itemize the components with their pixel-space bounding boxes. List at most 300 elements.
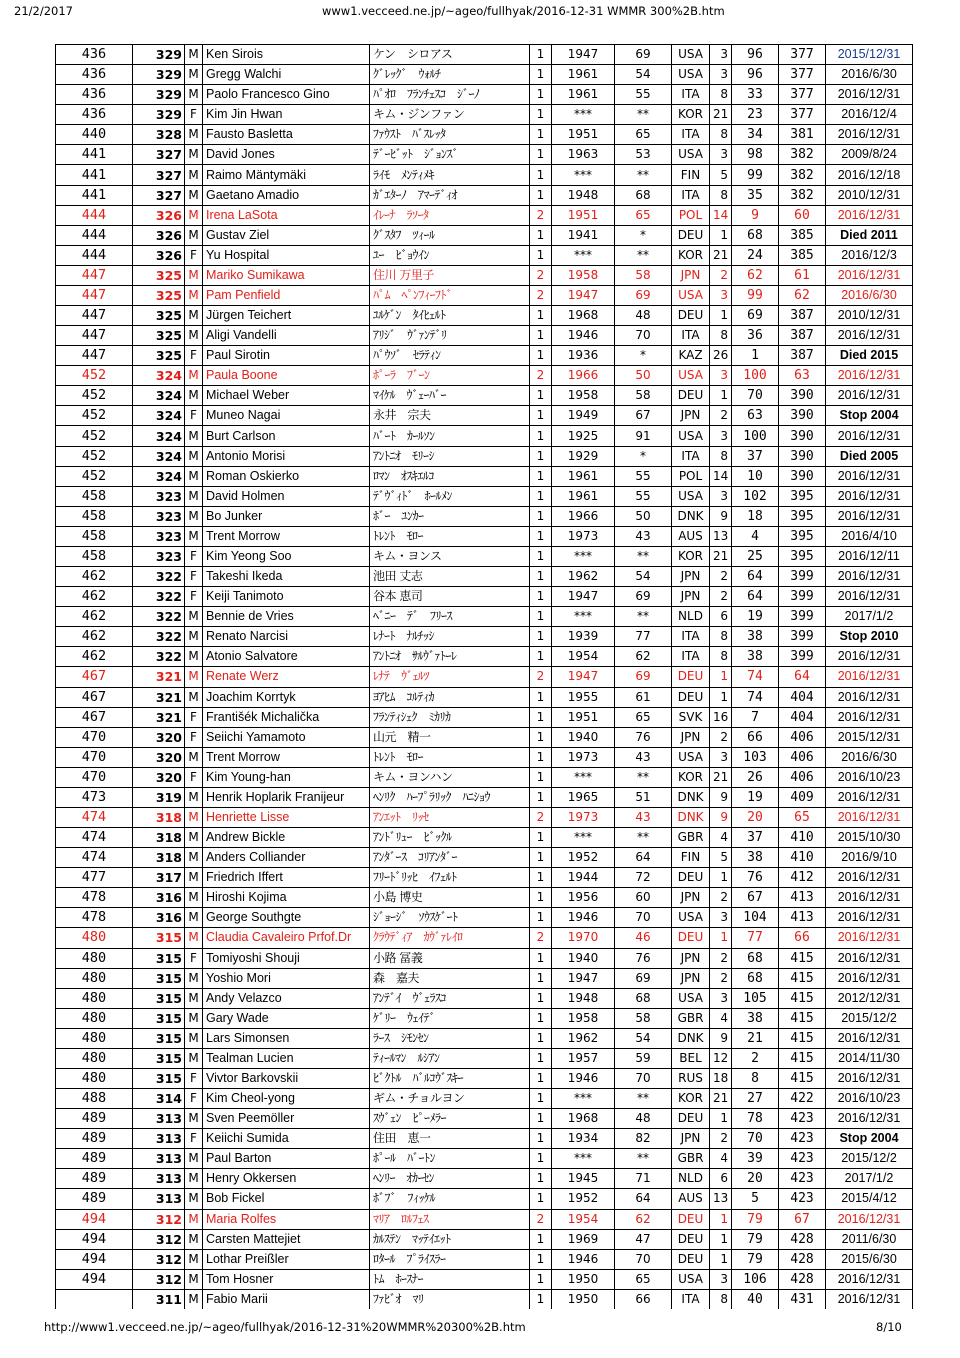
age-cell: 58 <box>615 1008 672 1028</box>
rank-cell: 458 <box>56 486 133 506</box>
rank-cell: 447 <box>56 285 133 305</box>
gender-rank-cell: 406 <box>779 767 826 787</box>
age-cell: 59 <box>615 1048 672 1068</box>
age-cell: 55 <box>615 85 672 105</box>
name-cell: Trent Morrow <box>203 526 370 546</box>
country-cell: DEU <box>672 1249 710 1269</box>
entry-count-cell: 1 <box>530 727 552 747</box>
country-number-cell: 18 <box>710 1068 732 1088</box>
count-cell: 324 <box>133 386 185 406</box>
country-cell: ITA <box>672 627 710 647</box>
count-cell: 323 <box>133 526 185 546</box>
rank-cell: 458 <box>56 546 133 566</box>
date-cell: 2016/12/31 <box>826 687 913 707</box>
sex-cell: M <box>185 486 203 506</box>
katakana-name-cell: ﾌｧﾋﾞｵ ﾏﾘ <box>370 1289 530 1309</box>
sex-cell: M <box>185 807 203 827</box>
country-rank-cell: 38 <box>732 647 779 667</box>
birth-year-cell: 1946 <box>552 326 615 346</box>
count-cell: 315 <box>133 1028 185 1048</box>
country-number-cell: 3 <box>710 45 732 65</box>
katakana-name-cell: キム・ジンファン <box>370 105 530 125</box>
country-number-cell: 4 <box>710 1149 732 1169</box>
sex-cell: M <box>185 848 203 868</box>
date-cell: 2016/12/31 <box>826 326 913 346</box>
country-cell: USA <box>672 285 710 305</box>
age-cell: 62 <box>615 1209 672 1229</box>
rank-cell: 436 <box>56 85 133 105</box>
country-rank-cell: 63 <box>732 406 779 426</box>
country-cell: USA <box>672 45 710 65</box>
sex-cell: F <box>185 1129 203 1149</box>
country-cell: KAZ <box>672 346 710 366</box>
sex-cell: M <box>185 747 203 767</box>
birth-year-cell: 1929 <box>552 446 615 466</box>
birth-year-cell: 1950 <box>552 1269 615 1289</box>
rank-cell: 474 <box>56 848 133 868</box>
sex-cell: F <box>185 245 203 265</box>
katakana-name-cell: ﾊﾟﾑ ﾍﾟﾝﾌｨｰﾌﾄﾞ <box>370 285 530 305</box>
date-cell: 2015/10/30 <box>826 828 913 848</box>
count-cell: 323 <box>133 486 185 506</box>
name-cell: Keiji Tanimoto <box>203 587 370 607</box>
name-cell: Vivtor Barkovskii <box>203 1068 370 1088</box>
country-number-cell: 1 <box>710 667 732 687</box>
rank-cell: 478 <box>56 908 133 928</box>
sex-cell: M <box>185 426 203 446</box>
entry-count-cell: 1 <box>530 587 552 607</box>
table-row <box>56 1229 913 1249</box>
count-cell: 315 <box>133 948 185 968</box>
date-cell: 2016/12/31 <box>826 1209 913 1229</box>
entry-count-cell: 1 <box>530 546 552 566</box>
entry-count-cell: 1 <box>530 466 552 486</box>
entry-count-cell: 1 <box>530 225 552 245</box>
sex-cell: F <box>185 1068 203 1088</box>
country-number-cell: 2 <box>710 265 732 285</box>
name-cell: Maria Rolfes <box>203 1209 370 1229</box>
country-cell: ITA <box>672 326 710 346</box>
country-number-cell: 3 <box>710 426 732 446</box>
date-cell: 2016/12/31 <box>826 567 913 587</box>
count-cell: 320 <box>133 747 185 767</box>
entry-count-cell: 1 <box>530 707 552 727</box>
country-number-cell: 8 <box>710 1289 732 1309</box>
table-row <box>56 446 913 466</box>
table-row <box>56 386 913 406</box>
date-cell: Died 2005 <box>826 446 913 466</box>
country-rank-cell: 38 <box>732 848 779 868</box>
rank-cell: 488 <box>56 1089 133 1109</box>
birth-year-cell: *** <box>552 767 615 787</box>
sex-cell: M <box>185 1189 203 1209</box>
sex-cell: F <box>185 105 203 125</box>
birth-year-cell: 1966 <box>552 366 615 386</box>
gender-rank-cell: 410 <box>779 848 826 868</box>
katakana-name-cell: ﾏｲｹﾙ ｳﾞｪｰﾊﾞｰ <box>370 386 530 406</box>
country-rank-cell: 20 <box>732 807 779 827</box>
country-rank-cell: 25 <box>732 546 779 566</box>
age-cell: ** <box>615 1149 672 1169</box>
country-cell: USA <box>672 747 710 767</box>
katakana-name-cell: ｽｳﾞｪﾝ ﾋﾟｰﾒﾗｰ <box>370 1109 530 1129</box>
print-date: 21/2/2017 <box>14 4 73 18</box>
date-cell: 2015/4/12 <box>826 1189 913 1209</box>
katakana-name-cell: ｱﾝｴｯﾄ ﾘｯｾ <box>370 807 530 827</box>
katakana-name-cell: ﾛﾀｰﾙ ﾌﾟﾗｲｽﾗｰ <box>370 1249 530 1269</box>
country-rank-cell: 5 <box>732 1189 779 1209</box>
count-cell: 321 <box>133 707 185 727</box>
sex-cell: M <box>185 326 203 346</box>
birth-year-cell: 1958 <box>552 386 615 406</box>
name-cell: Antonio Morisi <box>203 446 370 466</box>
rank-cell: 480 <box>56 1028 133 1048</box>
sex-cell: M <box>185 265 203 285</box>
sex-cell: F <box>185 346 203 366</box>
gender-rank-cell: 399 <box>779 587 826 607</box>
count-cell: 318 <box>133 828 185 848</box>
birth-year-cell: 1948 <box>552 185 615 205</box>
gender-rank-cell: 415 <box>779 1008 826 1028</box>
sex-cell: M <box>185 988 203 1008</box>
katakana-name-cell: ﾊﾞｰﾄ ｶｰﾙｿﾝ <box>370 426 530 446</box>
entry-count-cell: 2 <box>530 205 552 225</box>
count-cell: 329 <box>133 85 185 105</box>
date-cell: 2016/12/31 <box>826 667 913 687</box>
rank-cell: 494 <box>56 1269 133 1289</box>
age-cell: 50 <box>615 506 672 526</box>
country-rank-cell: 38 <box>732 1008 779 1028</box>
country-cell: SVK <box>672 707 710 727</box>
gender-rank-cell: 409 <box>779 787 826 807</box>
sex-cell: M <box>185 45 203 65</box>
date-cell: 2016/12/31 <box>826 707 913 727</box>
count-cell: 322 <box>133 607 185 627</box>
table-row <box>56 506 913 526</box>
sex-cell: M <box>185 928 203 948</box>
birth-year-cell: 1947 <box>552 285 615 305</box>
gender-rank-cell: 67 <box>779 1209 826 1229</box>
date-cell: 2015/6/30 <box>826 1249 913 1269</box>
date-cell: 2016/12/31 <box>826 265 913 285</box>
country-cell: AUS <box>672 526 710 546</box>
age-cell: ** <box>615 245 672 265</box>
country-cell: DNK <box>672 506 710 526</box>
name-cell: Trent Morrow <box>203 747 370 767</box>
gender-rank-cell: 410 <box>779 828 826 848</box>
gender-rank-cell: 382 <box>779 185 826 205</box>
age-cell: 70 <box>615 908 672 928</box>
name-cell: Claudia Cavaleiro Prfof.Dr <box>203 928 370 948</box>
name-cell: Gaetano Amadio <box>203 185 370 205</box>
gender-rank-cell: 431 <box>779 1289 826 1309</box>
gender-rank-cell: 381 <box>779 125 826 145</box>
country-number-cell: 8 <box>710 627 732 647</box>
country-rank-cell: 2 <box>732 1048 779 1068</box>
birth-year-cell: 1952 <box>552 1189 615 1209</box>
country-rank-cell: 74 <box>732 687 779 707</box>
rank-cell: 436 <box>56 105 133 125</box>
country-rank-cell: 27 <box>732 1089 779 1109</box>
katakana-name-cell: ﾖｱﾋﾑ ｺﾙﾃｨｶ <box>370 687 530 707</box>
sex-cell: M <box>185 1169 203 1189</box>
country-number-cell: 3 <box>710 747 732 767</box>
gender-rank-cell: 399 <box>779 647 826 667</box>
sex-cell: M <box>185 1289 203 1309</box>
birth-year-cell: 1951 <box>552 205 615 225</box>
country-cell: AUS <box>672 1189 710 1209</box>
gender-rank-cell: 415 <box>779 1068 826 1088</box>
table-row <box>56 546 913 566</box>
date-cell: 2016/12/31 <box>826 647 913 667</box>
rank-cell: 477 <box>56 868 133 888</box>
gender-rank-cell: 399 <box>779 607 826 627</box>
table-row <box>56 1249 913 1269</box>
country-cell: ITA <box>672 85 710 105</box>
table-row <box>56 948 913 968</box>
country-rank-cell: 20 <box>732 1169 779 1189</box>
country-rank-cell: 66 <box>732 727 779 747</box>
name-cell: Hiroshi Kojima <box>203 888 370 908</box>
sex-cell: M <box>185 386 203 406</box>
rank-cell: 470 <box>56 767 133 787</box>
country-rank-cell: 99 <box>732 165 779 185</box>
name-cell: Františék Michalička <box>203 707 370 727</box>
entry-count-cell: 1 <box>530 1008 552 1028</box>
country-number-cell: 9 <box>710 506 732 526</box>
name-cell: Muneo Nagai <box>203 406 370 426</box>
katakana-name-cell: 森 嘉夫 <box>370 968 530 988</box>
country-rank-cell: 19 <box>732 787 779 807</box>
name-cell: Seiichi Yamamoto <box>203 727 370 747</box>
entry-count-cell: 1 <box>530 607 552 627</box>
name-cell: Henriette Lisse <box>203 807 370 827</box>
sex-cell: M <box>185 607 203 627</box>
gender-rank-cell: 423 <box>779 1189 826 1209</box>
rank-cell: 489 <box>56 1169 133 1189</box>
age-cell: 65 <box>615 707 672 727</box>
country-rank-cell: 19 <box>732 607 779 627</box>
country-rank-cell: 104 <box>732 908 779 928</box>
table-row <box>56 526 913 546</box>
country-number-cell: 4 <box>710 1008 732 1028</box>
gender-rank-cell: 390 <box>779 426 826 446</box>
entry-count-cell: 1 <box>530 85 552 105</box>
katakana-name-cell: ﾏﾘｱ ﾛﾙﾌｪｽ <box>370 1209 530 1229</box>
country-number-cell: 8 <box>710 446 732 466</box>
age-cell: 69 <box>615 968 672 988</box>
katakana-name-cell: ｲﾚｰﾅ ﾗｿｰﾀ <box>370 205 530 225</box>
katakana-name-cell: ﾃﾞｰﾋﾞｯﾄ ｼﾞｮﾝｽﾞ <box>370 145 530 165</box>
entry-count-cell: 1 <box>530 306 552 326</box>
country-cell: USA <box>672 366 710 386</box>
age-cell: 67 <box>615 406 672 426</box>
date-cell: 2016/12/31 <box>826 366 913 386</box>
entry-count-cell: 1 <box>530 386 552 406</box>
sex-cell: F <box>185 406 203 426</box>
katakana-name-cell: ｹﾞﾘｰ ｳｪｲﾃﾞ <box>370 1008 530 1028</box>
country-number-cell: 3 <box>710 65 732 85</box>
katakana-name-cell: ﾌﾘｰﾄﾞﾘｯﾋ ｲﾌｪﾙﾄ <box>370 868 530 888</box>
gender-rank-cell: 415 <box>779 1028 826 1048</box>
katakana-name-cell: ｸﾞｽﾀﾌ ﾂｨｰﾙ <box>370 225 530 245</box>
country-cell: FIN <box>672 165 710 185</box>
country-cell: JPN <box>672 406 710 426</box>
country-number-cell: 1 <box>710 306 732 326</box>
country-rank-cell: 9 <box>732 205 779 225</box>
rank-cell: 474 <box>56 807 133 827</box>
entry-count-cell: 1 <box>530 747 552 767</box>
birth-year-cell: 1973 <box>552 807 615 827</box>
table-row <box>56 1189 913 1209</box>
rank-cell: 440 <box>56 125 133 145</box>
name-cell: Takeshi Ikeda <box>203 567 370 587</box>
age-cell: 48 <box>615 1109 672 1129</box>
date-cell: 2016/12/31 <box>826 386 913 406</box>
date-cell: 2016/12/31 <box>826 807 913 827</box>
birth-year-cell: 1965 <box>552 787 615 807</box>
rank-cell: 441 <box>56 145 133 165</box>
count-cell: 324 <box>133 446 185 466</box>
table-row <box>56 1068 913 1088</box>
country-cell: DEU <box>672 667 710 687</box>
name-cell: Michael Weber <box>203 386 370 406</box>
age-cell: ** <box>615 607 672 627</box>
table-row <box>56 125 913 145</box>
katakana-name-cell: ﾄﾚﾝﾄ ﾓﾛｰ <box>370 747 530 767</box>
age-cell: 69 <box>615 45 672 65</box>
rank-cell: 452 <box>56 446 133 466</box>
country-rank-cell: 4 <box>732 526 779 546</box>
date-cell: 2017/1/2 <box>826 1169 913 1189</box>
count-cell: 321 <box>133 687 185 707</box>
entry-count-cell: 1 <box>530 1229 552 1249</box>
country-cell: POL <box>672 205 710 225</box>
katakana-name-cell: ﾎﾞﾌﾞ ﾌｨｯｹﾙ <box>370 1189 530 1209</box>
table-row <box>56 406 913 426</box>
gender-rank-cell: 390 <box>779 386 826 406</box>
age-cell: 53 <box>615 145 672 165</box>
birth-year-cell: 1925 <box>552 426 615 446</box>
rank-cell: 467 <box>56 707 133 727</box>
katakana-name-cell: ｶﾞｴﾀｰﾉ ｱﾏｰﾃﾞｨｵ <box>370 185 530 205</box>
entry-count-cell: 1 <box>530 45 552 65</box>
entry-count-cell: 1 <box>530 908 552 928</box>
name-cell: Andrew Bickle <box>203 828 370 848</box>
country-number-cell: 1 <box>710 928 732 948</box>
gender-rank-cell: 382 <box>779 165 826 185</box>
country-rank-cell: 36 <box>732 326 779 346</box>
date-cell: 2011/6/30 <box>826 1229 913 1249</box>
count-cell: 323 <box>133 506 185 526</box>
name-cell: Carsten Mattejiet <box>203 1229 370 1249</box>
date-cell: 2016/9/10 <box>826 848 913 868</box>
country-number-cell: 16 <box>710 707 732 727</box>
count-cell: 312 <box>133 1209 185 1229</box>
name-cell: Paul Sirotin <box>203 346 370 366</box>
country-number-cell: 21 <box>710 245 732 265</box>
table-row <box>56 1269 913 1289</box>
page-number: 8/10 <box>876 1320 902 1334</box>
sex-cell: M <box>185 285 203 305</box>
sex-cell: F <box>185 727 203 747</box>
birth-year-cell: 1948 <box>552 988 615 1008</box>
gender-rank-cell: 415 <box>779 988 826 1008</box>
entry-count-cell: 1 <box>530 627 552 647</box>
date-cell: 2016/12/11 <box>826 546 913 566</box>
name-cell: Gary Wade <box>203 1008 370 1028</box>
count-cell: 313 <box>133 1189 185 1209</box>
entry-count-cell: 1 <box>530 506 552 526</box>
country-cell: DNK <box>672 1028 710 1048</box>
birth-year-cell: *** <box>552 1089 615 1109</box>
count-cell: 321 <box>133 667 185 687</box>
age-cell: 55 <box>615 486 672 506</box>
table-row <box>56 807 913 827</box>
gender-rank-cell: 377 <box>779 65 826 85</box>
birth-year-cell: 1947 <box>552 667 615 687</box>
name-cell: Mariko Sumikawa <box>203 265 370 285</box>
name-cell: Burt Carlson <box>203 426 370 446</box>
date-cell: Died 2015 <box>826 346 913 366</box>
birth-year-cell: 1940 <box>552 727 615 747</box>
date-cell: 2015/12/2 <box>826 1149 913 1169</box>
country-cell: ITA <box>672 446 710 466</box>
date-cell: 2016/12/31 <box>826 968 913 988</box>
birth-year-cell: 1962 <box>552 567 615 587</box>
rank-cell: 447 <box>56 265 133 285</box>
gender-rank-cell: 422 <box>779 1089 826 1109</box>
entry-count-cell: 1 <box>530 446 552 466</box>
country-rank-cell: 79 <box>732 1209 779 1229</box>
country-cell: JPN <box>672 567 710 587</box>
rank-cell: 489 <box>56 1149 133 1169</box>
table-row <box>56 306 913 326</box>
country-number-cell: 9 <box>710 807 732 827</box>
date-cell: 2016/12/31 <box>826 948 913 968</box>
date-cell: 2010/12/31 <box>826 306 913 326</box>
sex-cell: M <box>185 1249 203 1269</box>
count-cell: 312 <box>133 1229 185 1249</box>
count-cell: 322 <box>133 627 185 647</box>
age-cell: 64 <box>615 1189 672 1209</box>
entry-count-cell: 1 <box>530 326 552 346</box>
count-cell: 317 <box>133 868 185 888</box>
date-cell: 2016/12/31 <box>826 486 913 506</box>
country-number-cell: 2 <box>710 587 732 607</box>
name-cell: Henry Okkersen <box>203 1169 370 1189</box>
country-number-cell: 6 <box>710 607 732 627</box>
name-cell: Raimo Mäntymäki <box>203 165 370 185</box>
count-cell: 316 <box>133 908 185 928</box>
count-cell: 327 <box>133 145 185 165</box>
gender-rank-cell: 60 <box>779 205 826 225</box>
table-row <box>56 205 913 225</box>
table-row <box>56 1169 913 1189</box>
country-cell: DNK <box>672 807 710 827</box>
count-cell: 318 <box>133 807 185 827</box>
country-cell: DNK <box>672 787 710 807</box>
rank-cell: 489 <box>56 1189 133 1209</box>
table-row <box>56 1109 913 1129</box>
entry-count-cell: 2 <box>530 265 552 285</box>
country-cell: POL <box>672 466 710 486</box>
count-cell: 313 <box>133 1129 185 1149</box>
entry-count-cell: 1 <box>530 426 552 446</box>
katakana-name-cell: ﾋﾞｸﾄﾙ ﾊﾞﾙｺｳﾞｽｷｰ <box>370 1068 530 1088</box>
country-cell: BEL <box>672 1048 710 1068</box>
table-row <box>56 1089 913 1109</box>
